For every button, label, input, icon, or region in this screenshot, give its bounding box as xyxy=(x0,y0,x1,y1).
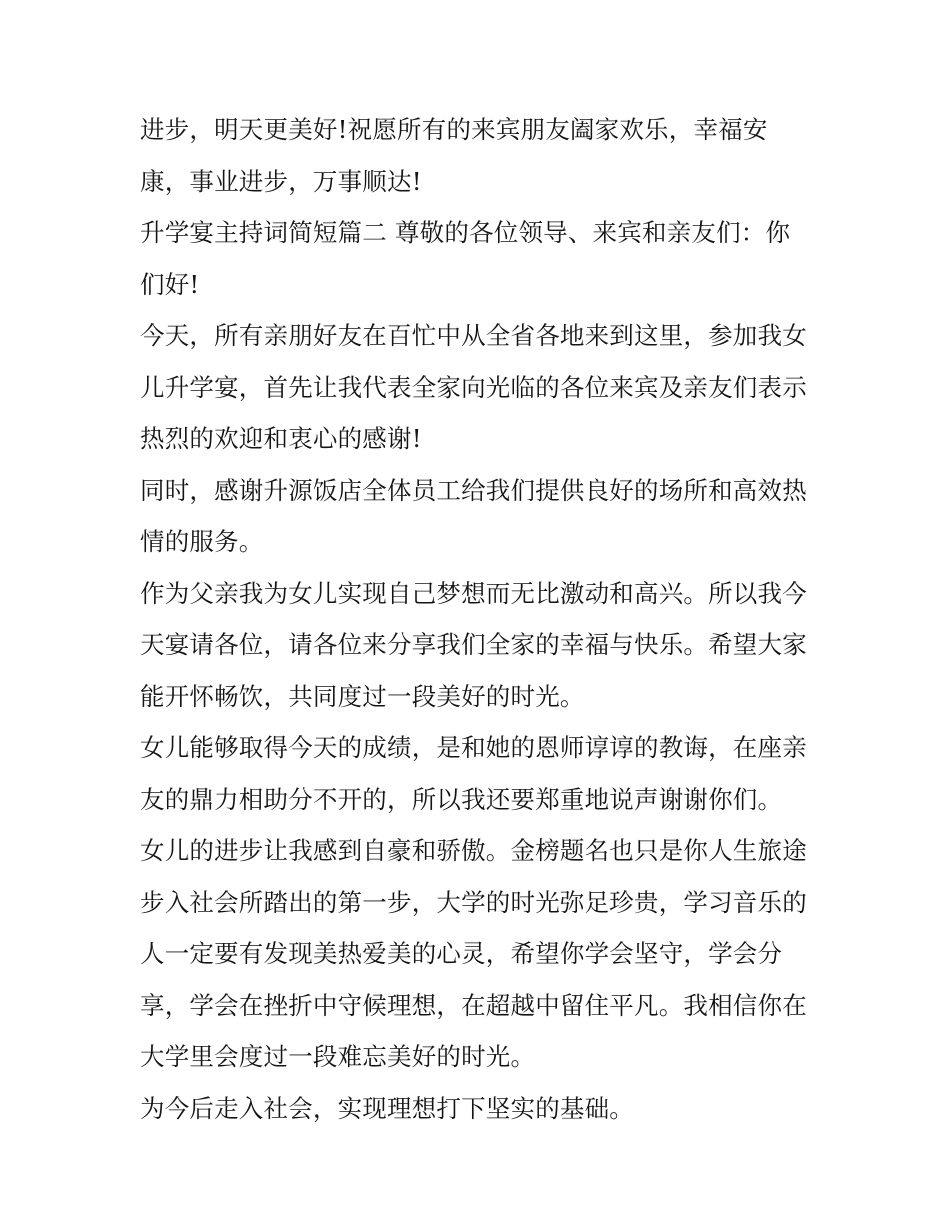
text-line: 热烈的欢迎和衷心的感谢! xyxy=(140,424,422,453)
text-line: 享，学会在挫折中守候理想，在超越中留住平凡。我相信你在 xyxy=(140,990,807,1020)
text-line: 大学里会度过一段难忘美好的时光。 xyxy=(140,1042,536,1071)
text-line: 同时，感谢升源饭店全体员工给我们提供良好的场所和高效热 xyxy=(140,475,807,505)
document-body xyxy=(140,108,820,1138)
text-line: 进步，明天更美好!祝愿所有的来宾朋友阖家欢乐，幸福安 xyxy=(140,115,768,144)
text-line: 友的鼎力相助分不开的，所以我还要郑重地说声谢谢你们。 xyxy=(140,784,783,814)
text-line: 情的服务。 xyxy=(140,527,264,556)
text-line: 人一定要有发现美热爱美的心灵，希望你学会坚守，学会分 xyxy=(140,939,783,968)
text-line: 儿升学宴，首先让我代表全家向光临的各位来宾及亲友们表示 xyxy=(140,372,807,402)
text-line: 今天，所有亲朋好友在百忙中从全省各地来到这里，参加我女 xyxy=(140,321,807,350)
text-line: 能开怀畅饮，共同度过一段美好的时光。 xyxy=(140,681,585,711)
text-line: 女儿能够取得今天的成绩，是和她的恩师谆谆的教诲，在座亲 xyxy=(140,733,807,762)
text-line: 康，事业进步，万事顺达! xyxy=(140,166,422,196)
text-line: 天宴请各位，请各位来分享我们全家的幸福与快乐。希望大家 xyxy=(140,630,807,659)
text-line: 们好! xyxy=(140,269,200,299)
text-line: 升学宴主持词简短篇二 尊敬的各位领导、来宾和亲友们：你 xyxy=(140,218,791,247)
text-line: 为今后走入社会，实现理想打下坚实的基础。 xyxy=(140,1093,634,1123)
text-line: 女儿的进步让我感到自豪和骄傲。金榜题名也只是你人生旅途 xyxy=(140,836,807,865)
text-line: 作为父亲我为女儿实现自己梦想而无比激动和高兴。所以我今 xyxy=(140,578,807,608)
text-line: 步入社会所踏出的第一步，大学的时光弥足珍贵，学习音乐的 xyxy=(140,887,807,917)
